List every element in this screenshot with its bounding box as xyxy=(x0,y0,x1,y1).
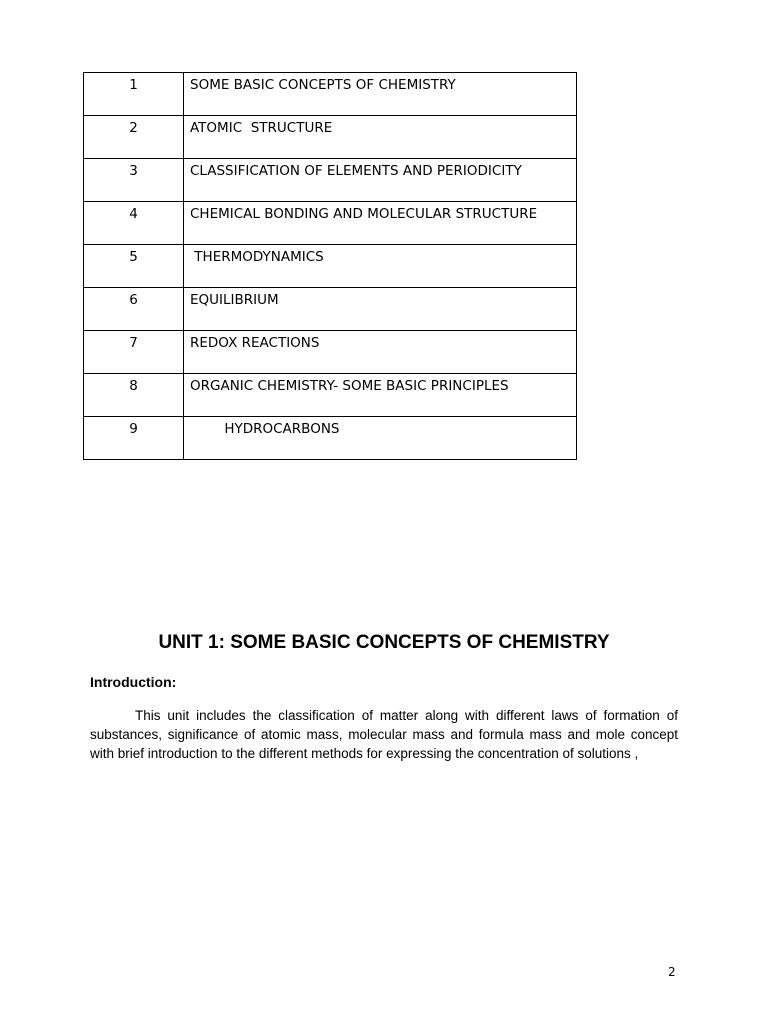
table-row xyxy=(84,374,577,417)
unit-name: REDOX REACTIONS xyxy=(184,331,577,374)
unit-number: 4 xyxy=(84,202,184,245)
unit-number: 5 xyxy=(84,245,184,288)
unit-number: 9 xyxy=(84,417,184,460)
introduction-label: Introduction: xyxy=(90,674,177,690)
table-row xyxy=(84,331,577,374)
unit-name: ATOMIC STRUCTURE xyxy=(184,116,577,159)
unit-name: ORGANIC CHEMISTRY- SOME BASIC PRINCIPLES xyxy=(184,374,577,417)
page-number: 2 xyxy=(668,965,676,979)
unit-name: EQUILIBRIUM xyxy=(184,288,577,331)
unit-name: THERMODYNAMICS xyxy=(184,245,577,288)
table-row xyxy=(84,417,577,460)
unit-number: 8 xyxy=(84,374,184,417)
unit-number: 7 xyxy=(84,331,184,374)
unit-name: SOME BASIC CONCEPTS OF CHEMISTRY xyxy=(184,73,577,116)
table-row xyxy=(84,288,577,331)
unit-name: CHEMICAL BONDING AND MOLECULAR STRUCTURE xyxy=(184,202,577,245)
table-row xyxy=(84,116,577,159)
table-row xyxy=(84,245,577,288)
unit-name: CLASSIFICATION OF ELEMENTS AND PERIODICITY xyxy=(184,159,577,202)
unit-number: 6 xyxy=(84,288,184,331)
table-row xyxy=(84,73,577,116)
unit-number: 2 xyxy=(84,116,184,159)
unit-heading: UNIT 1: SOME BASIC CONCEPTS OF CHEMISTRY xyxy=(158,632,610,653)
introduction-paragraph: This unit includes the classification of matter along with different laws of formation of substances, significance of atomic mass, molecular mass and formula mass and mole concept with brief introduction to the different methods for expressing the concentration of solutions , xyxy=(90,708,678,761)
table-row xyxy=(84,202,577,245)
table-row xyxy=(84,159,577,202)
unit-number: 1 xyxy=(84,73,184,116)
units-table xyxy=(83,72,577,460)
unit-name: HYDROCARBONS xyxy=(184,417,577,460)
unit-number: 3 xyxy=(84,159,184,202)
